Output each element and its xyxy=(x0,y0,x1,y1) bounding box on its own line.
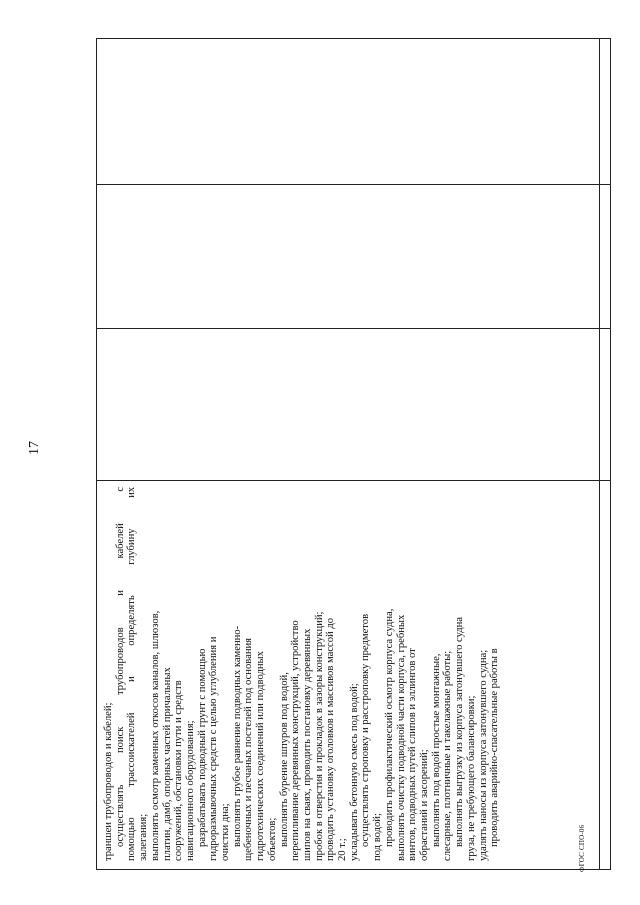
activity-line: пробок в отверстия и прокладок в зазоры конструкций; xyxy=(313,611,325,861)
activity-line: груза, не требующего балансировки; xyxy=(465,695,477,861)
activity-text xyxy=(103,487,501,861)
activity-line: выполнять очистку подводной части корпуса, гребных xyxy=(395,614,407,861)
activity-line: очистки дна; xyxy=(220,803,232,861)
activity-cell xyxy=(97,480,599,869)
table-row xyxy=(97,39,599,869)
activity-line: винтов, подводных путей слипов и эллингов от xyxy=(407,648,419,861)
activity-line: слесарные, плотничные и такелажные работы; xyxy=(442,650,454,861)
activity-line: осуществлять поиск трубопроводов и кабелей с xyxy=(114,486,126,847)
activity-line: траншеи трубопроводов и кабелей; xyxy=(103,702,114,861)
activity-line: щебеночных и песчаных постелей под основания xyxy=(243,637,255,861)
activity-line: платин, дамб, опорных частей причальных xyxy=(161,667,173,861)
empty-cell xyxy=(97,184,599,329)
activity-line: выполнять осмотр каменных откосов каналов, шлюзов, xyxy=(149,610,161,861)
activity-line: объектов; xyxy=(266,817,278,861)
activity-line: шипов на сваях, проводить постановку деревянных xyxy=(301,628,313,861)
activity-line: навигационного оборудования; xyxy=(184,720,196,861)
activity-line: перепиливание деревянных конструкций, устройство xyxy=(290,620,302,861)
empty-cell xyxy=(600,184,610,329)
activity-line: гидроразмывочных средств с целью углубления и xyxy=(208,636,220,861)
empty-cell xyxy=(600,328,610,480)
activity-line: выполнять выгрузку из корпуса затонувшего судна xyxy=(454,617,466,847)
empty-cell xyxy=(600,39,610,184)
activity-line: проводить аварийно-спасательные работы в xyxy=(489,648,501,847)
activity-line: проводить профилактический осмотр корпуса судна, xyxy=(383,608,395,847)
activity-line: сооружений, обстановки пути и средств xyxy=(173,680,185,861)
activity-line: помощью трассоискателей и определять глубину их xyxy=(126,486,138,861)
activity-line: 20 т.; xyxy=(337,838,349,861)
activity-line: залегания; xyxy=(138,813,150,861)
activity-line: гидротехнических соединений или подводных xyxy=(255,651,267,861)
table-row xyxy=(599,39,610,869)
footer-standard-code: ФГОС СПО-06 xyxy=(578,824,586,872)
page-number: 17 xyxy=(27,441,42,455)
empty-cell xyxy=(97,328,599,480)
activity-line: укладывать бетонную смесь под водой; xyxy=(348,683,360,861)
activity-line: удалять наносы из корпуса затонувшего судна; xyxy=(477,649,489,861)
activity-line: проводить установку оголовков и массивов массой до xyxy=(325,617,337,861)
activity-line: осуществлять строповку и расстроповку предметов xyxy=(360,613,372,847)
activity-line: выполнять под водой простые монтажные, xyxy=(430,653,442,847)
activity-line: под водой; xyxy=(372,813,384,861)
competency-table xyxy=(96,38,611,870)
empty-cell xyxy=(600,480,610,869)
activity-line: обрастаний и засорений; xyxy=(418,749,430,861)
activity-line: выполнять бурение шпуров под водой, xyxy=(278,672,290,847)
activity-line: разрабатывать подводный грунт с помощью xyxy=(196,648,208,847)
activity-line: выполнять грубое равнение подводных каменно- xyxy=(231,625,243,847)
empty-cell xyxy=(97,39,599,184)
